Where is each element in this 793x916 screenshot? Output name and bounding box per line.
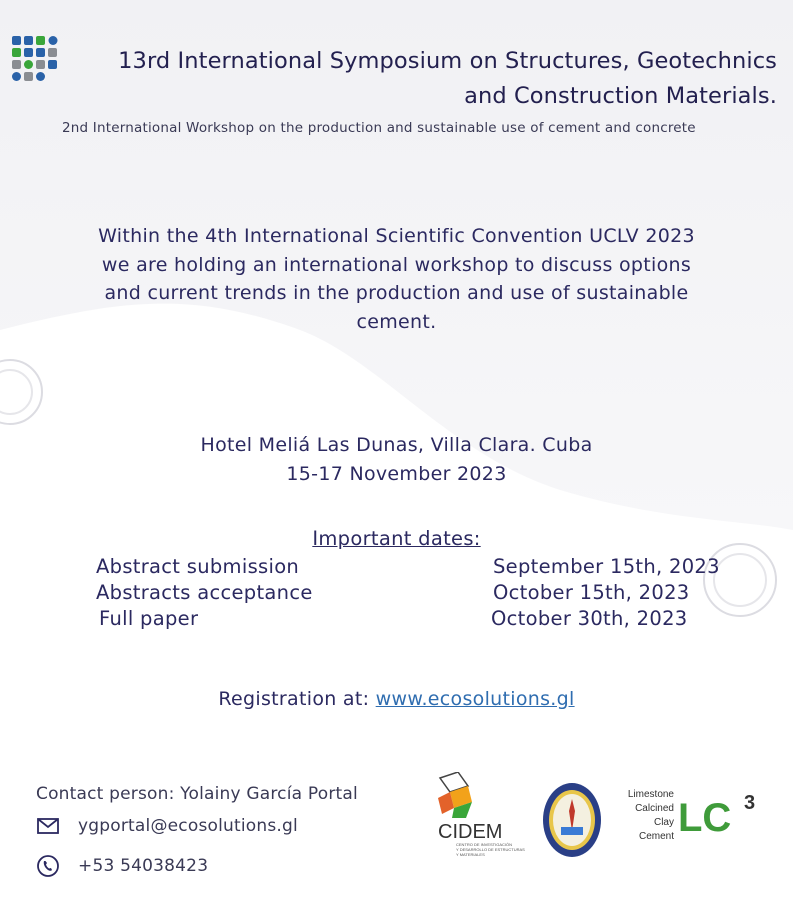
symposium-logo: [12, 36, 58, 82]
date-value: October 15th, 2023: [493, 581, 690, 604]
lc3-line-3: Clay: [653, 817, 674, 828]
title-line-1: 13rd International Symposium on Structures, Geotechnics: [118, 48, 777, 74]
workshop-subtitle: 2nd International Workshop on the production and sustainable use of cement and concrete: [62, 120, 696, 136]
symposium-title: [118, 44, 777, 114]
registration-label: Registration at:: [218, 688, 370, 710]
contact-phone[interactable]: +53 54038423: [78, 856, 209, 876]
intro-paragraph: [40, 222, 753, 336]
important-dates-heading: Important dates:: [312, 527, 481, 550]
contact-phone-row: [36, 855, 208, 877]
intro-line-3: and current trends in the production and use of sustainable: [104, 282, 689, 304]
cidem-caption-3: Y MATERIALES: [456, 852, 485, 857]
university-seal: [541, 781, 603, 859]
date-label: Abstracts acceptance: [96, 581, 313, 604]
registration-link[interactable]: www.ecosolutions.gl: [375, 688, 575, 710]
contact-email-row: [36, 815, 298, 837]
cidem-caption-2: Y DESARROLLO DE ESTRUCTURAS: [456, 847, 525, 852]
date-value: September 15th, 2023: [493, 555, 720, 578]
lc3-line-1: Limestone: [627, 789, 674, 800]
envelope-icon: [36, 815, 62, 837]
cidem-caption: CENTRO DE INVESTIGACIÓN: [456, 842, 513, 847]
venue-dates: 15-17 November 2023: [286, 463, 507, 485]
date-label: Full paper: [99, 607, 199, 630]
lc3-mark: LC: [678, 796, 732, 840]
cidem-name: CIDEM: [438, 821, 503, 843]
contact-person: Contact person: Yolainy García Portal: [36, 784, 358, 804]
registration-line: [0, 688, 793, 710]
venue-location: Hotel Meliá Las Dunas, Villa Clara. Cuba: [200, 434, 593, 456]
lc3-superscript: 3: [744, 792, 756, 814]
intro-line-4: cement.: [356, 310, 437, 333]
title-line-2: and Construction Materials.: [464, 83, 777, 109]
phone-icon: [36, 855, 62, 877]
date-label: Abstract submission: [96, 555, 300, 578]
intro-line-2: we are holding an international workshop to discuss options: [101, 253, 692, 276]
lc3-line-4: Cement: [638, 831, 674, 842]
contact-email[interactable]: ygportal@ecosolutions.gl: [78, 816, 298, 836]
lc3-line-2: Calcined: [635, 803, 674, 814]
cidem-logo: [428, 772, 538, 858]
intro-line-1: Within the 4th International Scientific Convention UCLV 2023: [98, 225, 695, 247]
date-value: October 30th, 2023: [491, 607, 688, 630]
lc3-logo: [626, 785, 766, 845]
venue-block: [0, 431, 793, 489]
